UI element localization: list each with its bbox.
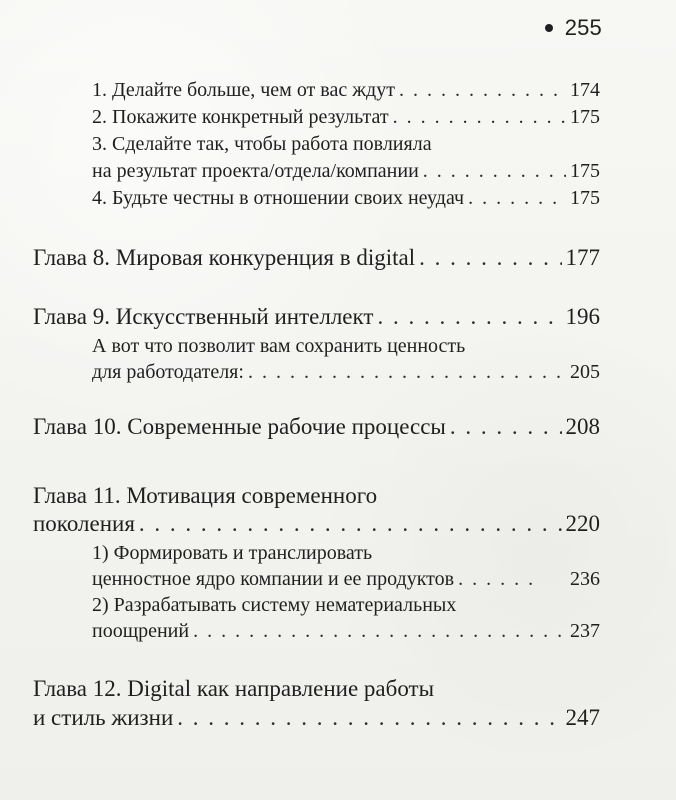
dot-leader — [193, 615, 566, 647]
toc-item-17 — [33, 673, 600, 705]
toc-item-title: поощрений — [92, 620, 190, 642]
toc-item-16 — [92, 615, 600, 647]
toc-item-5 — [92, 182, 600, 214]
toc-item-page: 175 — [570, 187, 600, 209]
toc-item-title: Глава 12. Digital как направление работы — [33, 676, 435, 701]
dot-leader — [248, 356, 566, 388]
dot-leader — [177, 702, 561, 734]
toc-item-page: 196 — [565, 304, 600, 329]
toc-item-page: 247 — [565, 705, 600, 730]
toc-item-page: 236 — [570, 568, 600, 590]
dot-leader — [419, 242, 561, 274]
toc-item-title: Глава 11. Мотивация современного — [33, 483, 378, 508]
toc-item-title: Глава 10. Современные рабочие процессы — [33, 414, 446, 439]
dot-leader — [139, 508, 562, 540]
dot-leader — [468, 182, 566, 214]
toc-item-title: Глава 8. Мировая конкуренция в digital — [33, 245, 416, 270]
toc-item-page: 205 — [570, 361, 600, 383]
dot-leader — [450, 411, 562, 443]
toc-item-12 — [33, 508, 600, 540]
toc-item-title: 1. Делайте больше, чем от вас ждут — [92, 79, 395, 101]
toc-item-title: 4. Будьте честны в отношении своих неудач — [92, 187, 465, 209]
dot-leader — [377, 301, 561, 333]
toc-item-title: 3. Сделайте так, чтобы работа повлияла — [92, 133, 432, 155]
toc-item-title: А вот что позволит вам сохранить ценность — [92, 335, 466, 357]
toc-item-page: 175 — [570, 160, 600, 182]
toc-item-page: 174 — [570, 79, 600, 101]
toc-item-title: 2. Покажите конкретный результат — [92, 106, 389, 128]
toc-item-title: на результат проекта/отдела/компании — [92, 160, 419, 182]
toc-item-page: 177 — [565, 245, 600, 270]
toc-item-title: 2) Разрабатывать систему нематериальных — [92, 594, 457, 616]
toc-item-title: поколения — [33, 511, 135, 536]
page-number: 255 — [564, 15, 602, 40]
toc-item-title: для работодателя: — [92, 361, 244, 383]
toc-item-6 — [33, 242, 600, 274]
toc-item-page: 220 — [565, 511, 600, 536]
toc-item-page: 237 — [570, 620, 600, 642]
toc-item-page: 175 — [570, 106, 600, 128]
toc-item-title: и стиль жизни — [33, 705, 174, 730]
toc-item-title: Глава 9. Искусственный интеллект — [33, 304, 374, 329]
toc-item-10 — [33, 411, 600, 443]
toc-item-title: ценностное ядро компании и ее продуктов — [92, 568, 455, 590]
toc-item-title: 1) Формировать и транслировать — [92, 542, 373, 564]
toc-item-9 — [92, 356, 600, 388]
toc-item-page: 208 — [565, 414, 600, 439]
toc-item-18 — [33, 702, 600, 734]
toc-item-7 — [33, 301, 600, 333]
